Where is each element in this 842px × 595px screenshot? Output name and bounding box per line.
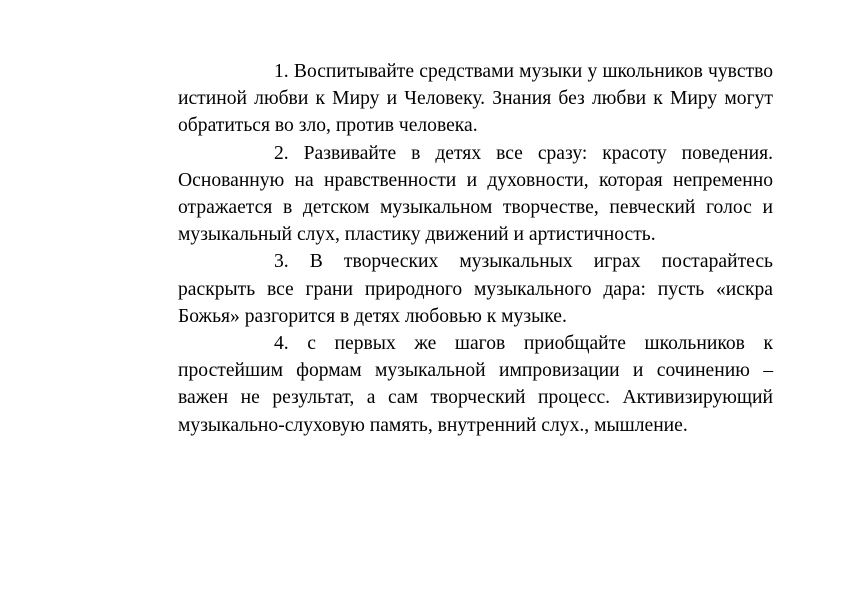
paragraph-2: 2. Развивайте в детях все сразу: красоту поведения. Основанную на нравственности и духовности, которая непременно отражается в детском музыкальном творчестве, певческий голос и музыкальный слух, пластику движений и артистичность. (178, 142, 773, 246)
paragraph-1: 1. Воспитывайте средствами музыки у школьников чувство истиной любви к Миру и Человеку. Знания без любви к Миру могут обратиться во зло, против человека. (178, 61, 773, 137)
paragraph-4: 4. с первых же шагов приобщайте школьников к простейшим формам музыкальной импровизации и сочинению – важен не результат, а сам творческий процесс. Активизирующий музыкально-слуховую память, внутренний слух., мышление. (178, 333, 773, 436)
recommendations-list (178, 58, 773, 439)
paragraph-3: 3. В творческих музыкальных играх постарайтесь раскрыть все грани природного музыкального дара: пусть «искра Божья» разгорится в детях любовью к музыке. (178, 251, 773, 327)
